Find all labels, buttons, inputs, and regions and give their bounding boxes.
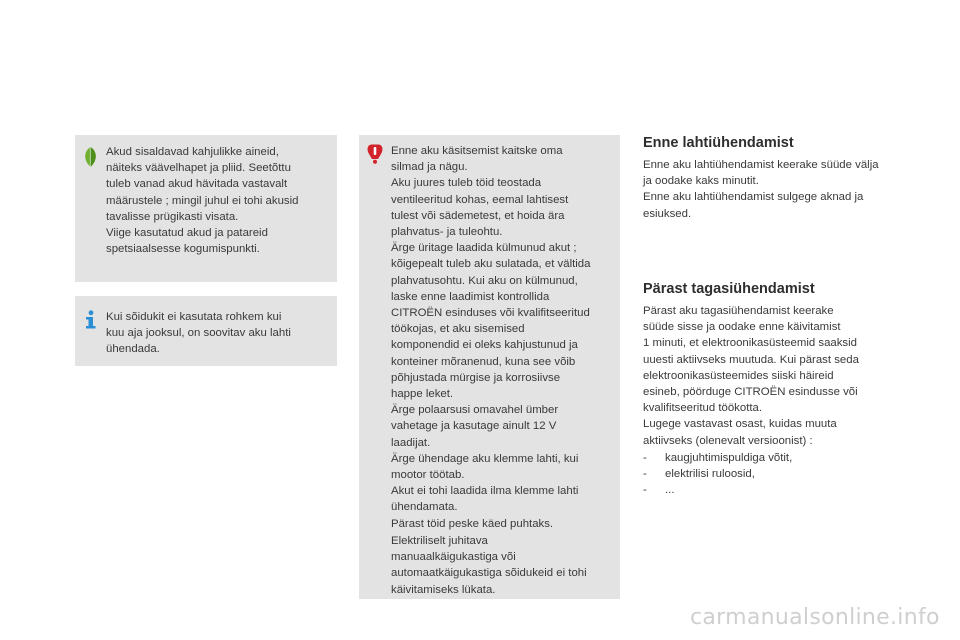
info-note-box — [75, 296, 337, 366]
warning-note-box — [359, 135, 620, 599]
eco-note-text: Akud sisaldavad kahjulikke aineid, näiteks väävelhapet ja pliid. Seetõttu tuleb vanad akud hävitada vastavalt määrustele ; mingil juhul ei tohi akusid tavalisse prügikasti visata. Viige kasutatud akud ja patareid spetsiaalsesse kogumispunkti. — [106, 146, 299, 256]
list-item: - elektrilisi ruloosid, — [643, 466, 792, 482]
reactivation-list — [643, 450, 792, 499]
warning-note-text-2: Elektriliselt juhitava manuaalkäigukastiga või automaatkäigukastiga sõidukeid ei tohi käivitamiseks lükata. — [391, 535, 587, 596]
info-note-text: Kui sõidukit ei kasutata rohkem kui kuu aja jooksul, on soovitav aku lahti ühendada. — [106, 311, 291, 356]
section-text-before-disconnect: Enne aku lahtiühendamist keerake süüde välja ja oodake kaks minutit. Enne aku lahtiühendamist sulgege aknad ja esiuksed. — [643, 159, 879, 220]
section-text-after-reconnect: Pärast aku tagasiühendamist keerake süüde sisse ja oodake enne käivitamist 1 minuti, et elektroonikasüsteemid saaksid uuesti aktiivseks muutuda. Kui pärast seda elektroonikasüsteemides siiski häireid esineb, pöörduge CITROËN esindusse või kvalifitseeritud töökotta. Lugege vastavast osast, kuidas muuta aktiivseks (olenevalt versioonist) : — [643, 305, 859, 447]
list-item: - ... — [643, 482, 792, 498]
warning-note-text: Enne aku käsitsemist kaitske oma silmad ja nägu. Aku juures tuleb töid teostada ventileeritud kohas, eemal lahtisest tulest või sädemetest, et hoida ära plahvatus- ja tuleohtu. Ärge üritage laadida külmunud akut ; kõigepealt tuleb aku sulatada, et vältida plahvatusohtu. Kui aku on külmunud, laske enne laadimist kontrollida CITROËN esinduses või kvalifitseeritud töökojas, et aku sisemised komponendid ei oleks kahjustunud ja konteiner mõranenud, kuna see võib põhjustada mürgise ja korrosiivse happe leket. Ärge polaarsusi omavahel ümber vahetage ja kasutage ainult 12 V laadijat. Ärge ühendage aku klemme lahti, kui mootor töötab. Akut ei tohi laadida ilma klemme lahti ühendamata. Pärast töid peske käed puhtaks. — [391, 145, 591, 530]
leaf-icon — [82, 146, 99, 168]
eco-note-box — [75, 135, 337, 282]
list-item: - kaugjuhtimispuldiga võtit, — [643, 450, 792, 466]
watermark: carmanualsonline.info — [690, 605, 940, 630]
list-bullet: - — [643, 452, 647, 464]
section-title-after-reconnect: Pärast tagasiühendamist — [643, 281, 815, 297]
list-bullet: - — [643, 484, 647, 497]
section-title-before-disconnect: Enne lahtiühendamist — [643, 135, 794, 151]
warning-icon — [366, 144, 384, 164]
info-icon — [83, 310, 98, 329]
list-bullet: - — [643, 468, 647, 481]
